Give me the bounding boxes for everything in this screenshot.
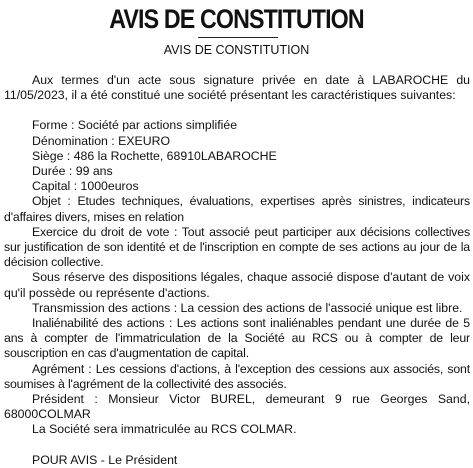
denomination-line: Dénomination : EXEURO xyxy=(32,133,171,148)
voting-rights-paragraph: Exercice du droit de vote : Tout associé peut participer aux décisions collectives sur justification de son identité et de l'inscription en compte de ses actions au jour de la décision collective. xyxy=(4,224,470,270)
duree-line: Durée : 99 ans xyxy=(32,164,113,179)
reserve-paragraph: Sous réserve des dispositions légales, chaque associé dispose d'autant de voix qu'il possède ou représente d'actions. xyxy=(4,270,470,300)
siege-line: Siège : 486 la Rochette, 68910LABAROCHE xyxy=(32,148,277,163)
approval-paragraph: Agrément : Les cessions d'actions, à l'exception des cessions aux associés, sont soumises à l'agrément de la collectivité des associés. xyxy=(4,361,470,391)
capital-line: Capital : 1000euros xyxy=(32,179,139,194)
forme-line: Forme : Société par actions simplifiée xyxy=(32,118,238,133)
registration-paragraph: La Société sera immatriculée au RCS COLMAR. xyxy=(32,422,297,437)
transmission-paragraph: Transmission des actions : La cession des actions de l'associé unique est libre. xyxy=(32,300,463,315)
page-title: AVIS DE CONSTITUTION xyxy=(109,4,364,34)
signature-spacer xyxy=(4,438,470,453)
notice-body xyxy=(4,73,470,468)
objet-paragraph: Objet : Etudes techniques, évaluations, expertises après sinistres, indicateurs d'affaires divers, mises en relation xyxy=(4,194,470,224)
intro-paragraph: Aux termes d'un acte sous signature privée en date à LABAROCHE du 11/05/2023, il a été constitué une société présentant les caractéristiques suivantes: xyxy=(4,73,470,103)
inalienability-paragraph: Inaliénabilité des actions : Les actions sont inaliénables pendant une durée de 5 ans à compter de l'immatriculation de la Société au RCS ou à compter de leur souscription en cas d'augmentation de capital. xyxy=(4,316,470,361)
paragraph-spacer xyxy=(4,103,470,118)
notice-subtitle: AVIS DE CONSTITUTION xyxy=(163,43,310,57)
president-paragraph: Président : Monsieur Victor BUREL, demeurant 9 rue Georges Sand, 68000COLMAR xyxy=(4,392,470,422)
signature-line: POUR AVIS - Le Président xyxy=(32,452,178,467)
title-divider xyxy=(198,37,278,38)
